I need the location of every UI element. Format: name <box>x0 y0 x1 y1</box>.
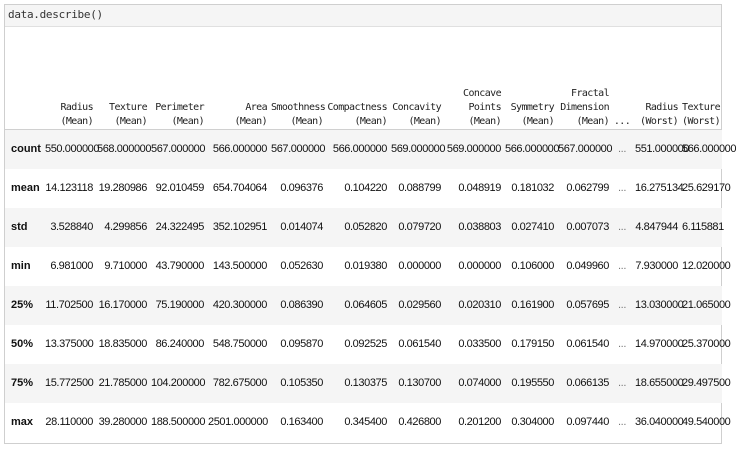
table-cell: 14.123118 <box>45 182 93 194</box>
table-cell: 0.019380 <box>344 260 387 272</box>
table-cell: 568.000000 <box>97 143 152 156</box>
ellipsis-header: ... <box>611 41 633 130</box>
table-cell: 0.052630 <box>280 260 323 272</box>
table-cell: 104.200000 <box>151 377 206 389</box>
describe-output-table <box>5 41 736 442</box>
table-cell: 0.130375 <box>344 377 387 389</box>
table-cell: 13.030000 <box>635 299 684 311</box>
table-cell: 12.020000 <box>682 260 731 272</box>
table-cell: 21.785000 <box>98 377 147 389</box>
table-cell: 0.064605 <box>344 299 387 311</box>
table-cell: 0.105350 <box>280 377 323 389</box>
table-row <box>5 208 722 247</box>
table-cell: 9.710000 <box>104 260 147 272</box>
code-input-cell[interactable] <box>5 5 721 27</box>
table-cell: 0.052820 <box>344 221 387 233</box>
table-cell: 566.000000 <box>682 143 736 156</box>
ellipsis-cell: ... <box>618 221 626 233</box>
table-cell: 0.088799 <box>398 182 441 194</box>
table-cell: 0.095870 <box>280 338 323 350</box>
table-body <box>5 130 736 442</box>
table-cell: 0.049960 <box>566 260 609 272</box>
ellipsis-cell: ... <box>618 143 626 156</box>
table-row <box>5 130 722 169</box>
table-cell: 18.655000 <box>635 377 684 389</box>
table-cell: 16.170000 <box>98 299 147 311</box>
ellipsis-cell: ... <box>618 260 626 272</box>
table-cell: 0.014074 <box>280 221 323 233</box>
table-cell: 566.000000 <box>332 143 387 156</box>
table-cell: 0.106000 <box>511 260 554 272</box>
table-row <box>5 364 722 403</box>
column-header: Radius (Mean) <box>43 41 95 130</box>
table-cell: 0.079720 <box>398 221 441 233</box>
table-cell: 14.970000 <box>635 338 684 350</box>
table-cell: 654.704064 <box>212 182 267 194</box>
table-cell: 0.097440 <box>566 416 609 428</box>
table-cell: 75.190000 <box>155 299 204 311</box>
table-cell: 36.040000 <box>635 416 684 428</box>
table-cell: 0.345400 <box>344 416 387 428</box>
table-cell: 567.000000 <box>271 143 326 156</box>
table-cell: 4.847944 <box>635 221 678 233</box>
row-label: std <box>11 221 28 233</box>
table-cell: 782.675000 <box>212 377 267 389</box>
table-cell: 0.096376 <box>280 182 323 194</box>
row-label: max <box>11 416 34 428</box>
ellipsis-cell: ... <box>618 182 626 194</box>
table-row <box>5 325 722 364</box>
ellipsis-cell: ... <box>618 377 626 389</box>
table-cell: 0.163400 <box>280 416 323 428</box>
index-header <box>5 41 43 130</box>
table-cell: 0.104220 <box>344 182 387 194</box>
table-cell: 569.000000 <box>391 143 446 156</box>
table-cell: 550.000000 <box>45 143 100 156</box>
table-cell: 49.540000 <box>682 416 731 428</box>
table-cell: 0.061540 <box>398 338 441 350</box>
table-cell: 0.062799 <box>566 182 609 194</box>
table-cell: 43.790000 <box>155 260 204 272</box>
column-header: Perimeter (Mean) <box>149 41 206 130</box>
table-cell: 0.201200 <box>458 416 501 428</box>
column-header: Radius (Worst) <box>633 41 680 130</box>
table-cell: 420.300000 <box>212 299 267 311</box>
table-cell: 0.061540 <box>566 338 609 350</box>
table-cell: 566.000000 <box>505 143 560 156</box>
table-cell: 0.000000 <box>458 260 501 272</box>
table-cell: 548.750000 <box>212 338 267 350</box>
table-cell: 0.000000 <box>398 260 441 272</box>
table-row <box>5 169 722 208</box>
table-cell: 0.092525 <box>344 338 387 350</box>
notebook-cell <box>4 4 736 444</box>
table-cell: 0.161900 <box>511 299 554 311</box>
table-cell: 6.981000 <box>50 260 93 272</box>
table-cell: 0.130700 <box>398 377 441 389</box>
table-cell: 143.500000 <box>212 260 267 272</box>
row-label: 50% <box>11 338 34 350</box>
table-cell: 352.102951 <box>212 221 267 233</box>
ellipsis-cell: ... <box>618 299 626 311</box>
column-header: Texture (Worst) <box>680 41 722 130</box>
table-cell: 0.086390 <box>280 299 323 311</box>
table-cell: 0.179150 <box>511 338 554 350</box>
table-cell: 25.629170 <box>682 182 731 194</box>
column-header: Fractal Dimension (Mean) <box>556 41 611 130</box>
table-cell: 0.181032 <box>511 182 554 194</box>
table-cell: 0.057695 <box>566 299 609 311</box>
table-cell: 86.240000 <box>155 338 204 350</box>
table-cell: 0.033500 <box>458 338 501 350</box>
column-header: Area (Mean) <box>206 41 269 130</box>
table-cell: 0.066135 <box>566 377 609 389</box>
table-row <box>5 403 722 442</box>
table-cell: 551.000000 <box>635 143 690 156</box>
row-label: min <box>11 260 31 272</box>
column-header: Compactness (Mean) <box>325 41 389 130</box>
table-cell: 0.038803 <box>458 221 501 233</box>
table-cell: 0.048919 <box>458 182 501 194</box>
table-cell: 15.772500 <box>45 377 94 389</box>
row-label: count <box>11 143 41 156</box>
table-cell: 19.280986 <box>98 182 147 194</box>
table-cell: 0.007073 <box>566 221 609 233</box>
row-label: 75% <box>11 377 34 389</box>
table-cell: 7.930000 <box>635 260 678 272</box>
table-cell: 92.010459 <box>155 182 204 194</box>
table-row <box>5 286 722 325</box>
table-cell: 0.304000 <box>511 416 554 428</box>
ellipsis-cell: ... <box>618 416 626 428</box>
column-header: Concave Points (Mean) <box>443 41 503 130</box>
table-cell: 25.370000 <box>682 338 731 350</box>
table-cell: 188.500000 <box>151 416 206 428</box>
column-header: Smoothness (Mean) <box>269 41 325 130</box>
table-cell: 0.074000 <box>458 377 501 389</box>
table-cell: 29.497500 <box>682 377 731 389</box>
table-cell: 566.000000 <box>212 143 267 156</box>
table-cell: 0.195550 <box>511 377 554 389</box>
table-cell: 13.375000 <box>45 338 94 350</box>
column-header: Texture (Mean) <box>95 41 149 130</box>
column-header: Concavity (Mean) <box>389 41 443 130</box>
table-cell: 2501.000000 <box>208 416 268 428</box>
table-cell: 3.528840 <box>50 221 93 233</box>
table-cell: 4.299856 <box>104 221 147 233</box>
header-row <box>5 41 722 130</box>
column-header: Symmetry (Mean) <box>503 41 556 130</box>
table-cell: 0.027410 <box>511 221 554 233</box>
table-cell: 0.426800 <box>398 416 441 428</box>
ellipsis-cell: ... <box>618 338 626 350</box>
table-cell: 569.000000 <box>446 143 501 156</box>
table-cell: 567.000000 <box>558 143 613 156</box>
table-cell: 24.322495 <box>155 221 204 233</box>
table-cell: 11.702500 <box>45 299 93 311</box>
table-cell: 28.110000 <box>45 416 93 428</box>
table-cell: 6.115881 <box>682 221 724 233</box>
table-cell: 16.275134 <box>635 182 684 194</box>
table-cell: 0.020310 <box>458 299 501 311</box>
table-cell: 18.835000 <box>98 338 147 350</box>
table-cell: 21.065000 <box>682 299 731 311</box>
row-label: 25% <box>11 299 34 311</box>
code-text: data.describe() <box>8 8 103 21</box>
table-row <box>5 247 722 286</box>
table-cell: 39.280000 <box>98 416 147 428</box>
table-cell: 567.000000 <box>151 143 206 156</box>
row-label: mean <box>11 182 40 194</box>
table-cell: 0.029560 <box>398 299 441 311</box>
